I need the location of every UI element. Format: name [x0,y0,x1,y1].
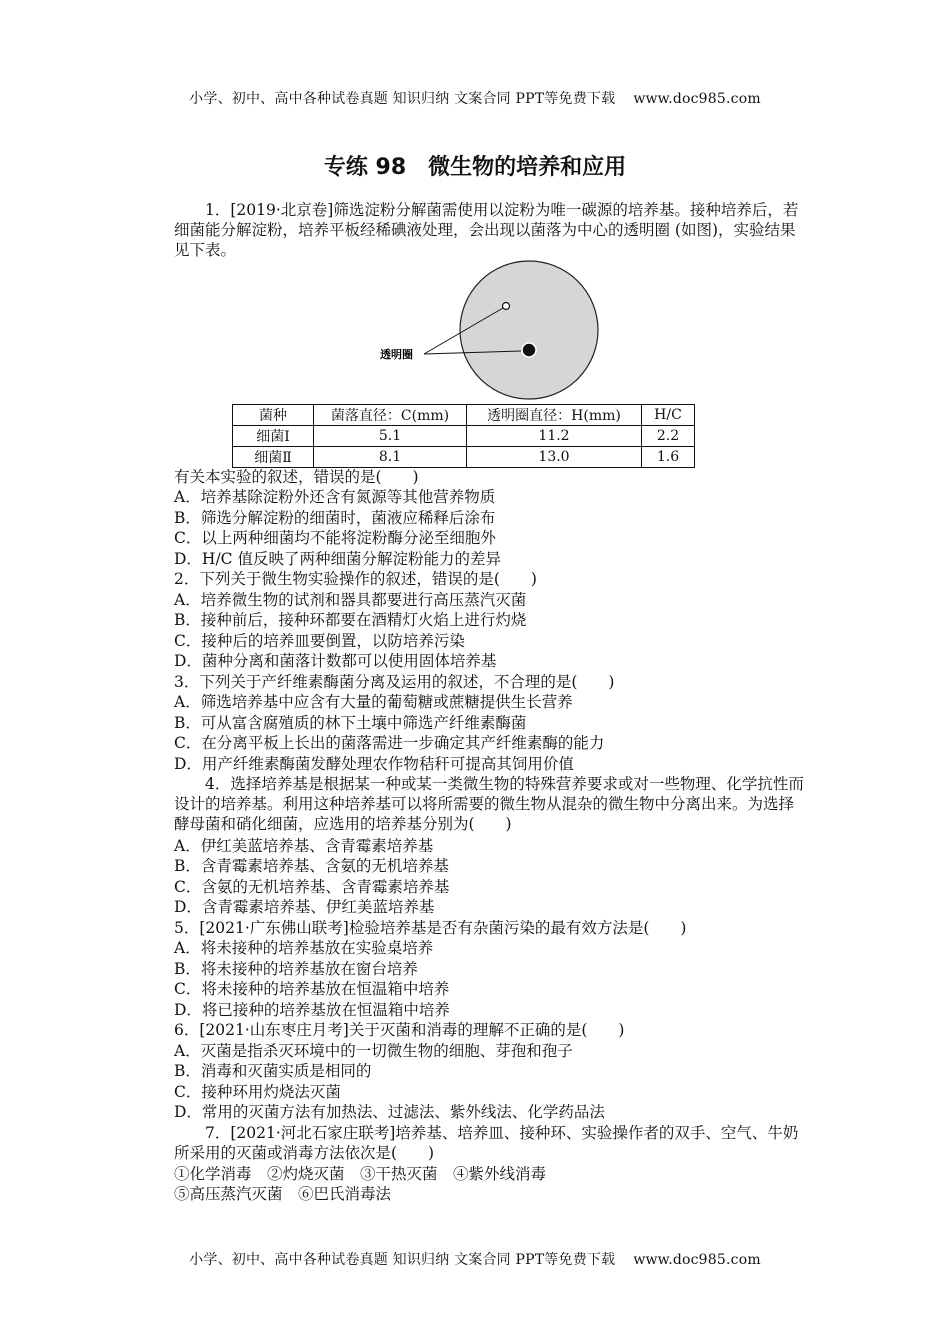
header-site[interactable]: www.doc985.com [633,91,761,107]
q5-option-d: D．将已接种的培养基放在恒温箱中培养 [174,1001,450,1019]
q1-option-b: B．筛选分解淀粉的细菌时，菌液应稀释后涂布 [174,509,496,527]
small-colony [503,303,510,310]
q1-question: 有关本实验的叙述，错误的是( ) [174,468,419,486]
q1-option-c: C．以上两种细菌均不能将淀粉酶分泌至细胞外 [174,529,496,547]
q2-option-d: D．菌种分离和菌落计数都可以使用固体培养基 [174,652,497,670]
q2-option-b: B．接种前后，接种环都要在酒精灯火焰上进行灼烧 [174,611,527,629]
q2-stem: 2．下列关于微生物实验操作的叙述，错误的是( ) [174,570,537,588]
q2-option-c: C．接种后的培养皿要倒置，以防培养污染 [174,632,465,650]
q3-option-b: B．可从富含腐殖质的林下土壤中筛选产纤维素酶菌 [174,714,527,732]
q5-option-a: A．将未接种的培养基放在实验桌培养 [174,939,434,957]
table-row [233,447,695,468]
table-cell: 13.0 [467,447,642,468]
table-cell: 细菌Ⅰ [233,426,314,447]
header-text: 小学、初中、高中各种试卷真题 知识归纳 文案合同 PPT等免费下载 [189,91,616,107]
table-cell: 1.6 [642,447,695,468]
q5-option-b: B．将未接种的培养基放在窗台培养 [174,960,418,978]
q3-option-d: D．用产纤维素酶菌发酵处理农作物秸秆可提高其饲用价值 [174,755,574,773]
q1-stem: 1．[2019·北京卷]筛选淀粉分解菌需使用以淀粉为唯一碳源的培养基。接种培养后，若细菌能分解淀粉，培养平板经稀碘液处理，会出现以菌落为中心的透明圈 (如图)，实验结果见下表。 [174,201,799,259]
page-header [0,88,950,108]
q7-stem: 7．[2021·河北石家庄联考]培养基、培养皿、接种环、实验操作者的双手、空气、牛奶所采用的灭菌或消毒方法依次是( ) [174,1124,799,1162]
q4-stem: 4．选择培养基是根据某一种或某一类微生物的特殊营养要求或对一些物理、化学抗性而设计的培养基。利用这种培养基可以将所需要的微生物从混杂的微生物中分离出来。为选择酵母菌和硝化细菌，应选用的培养基分别为( ) [174,775,804,833]
q4-option-a: A．伊红美蓝培养基、含青霉素培养基 [174,837,434,855]
large-colony [522,343,536,357]
q2-option-a: A．培养微生物的试剂和器具都要进行高压蒸汽灭菌 [174,591,527,609]
q5-option-c: C．将未接种的培养基放在恒温箱中培养 [174,980,450,998]
page-title: 专练 98 微生物的培养和应用 [323,155,627,180]
petri-dish-figure [378,260,604,400]
table-row [233,426,695,447]
dish-circle [460,261,598,399]
q3-option-c: C．在分离平板上长出的菌落需进一步确定其产纤维素酶的能力 [174,734,605,752]
q5-stem: 5．[2021·广东佛山联考]检验培养基是否有杂菌污染的最有效方法是( ) [174,919,687,937]
table-cell: 5.1 [314,426,467,447]
q6-option-a: A．灭菌是指杀灭环境中的一切微生物的细胞、芽孢和孢子 [174,1042,573,1060]
table-header: 透明圈直径：H(mm) [467,405,642,426]
footer-site[interactable]: www.doc985.com [633,1252,761,1268]
q6-option-b: B．消毒和灭菌实质是相同的 [174,1062,372,1080]
table-cell: 8.1 [314,447,467,468]
footer-text: 小学、初中、高中各种试卷真题 知识归纳 文案合同 PPT等免费下载 [189,1252,616,1268]
results-table [232,404,695,468]
table-cell: 细菌Ⅱ [233,447,314,468]
q4-option-b: B．含青霉素培养基、含氨的无机培养基 [174,857,449,875]
q4-option-d: D．含青霉素培养基、伊红美蓝培养基 [174,898,435,916]
q6-stem: 6．[2021·山东枣庄月考]关于灭菌和消毒的理解不正确的是( ) [174,1021,625,1039]
q3-stem: 3．下列关于产纤维素酶菌分离及运用的叙述，不合理的是( ) [174,673,615,691]
q6-option-c: C．接种环用灼烧法灭菌 [174,1083,341,1101]
table-cell: 11.2 [467,426,642,447]
q4-option-c: C．含氨的无机培养基、含青霉素培养基 [174,878,450,896]
q1-option-a: A．培养基除淀粉外还含有氮源等其他营养物质 [174,488,496,506]
q7-choices-line-1: ①化学消毒 ②灼烧灭菌 ③干热灭菌 ④紫外线消毒 [174,1165,547,1183]
page-footer [0,1249,950,1269]
table-header: 菌落直径：C(mm) [314,405,467,426]
q3-option-a: A．筛选培养基中应含有大量的葡萄糖或蔗糖提供生长营养 [174,693,573,711]
q1-option-d: D．H/C 值反映了两种细菌分解淀粉能力的差异 [174,550,501,568]
q7-choices-line-2: ⑤高压蒸汽灭菌 ⑥巴氏消毒法 [174,1185,392,1203]
figure-label: 透明圈 [380,348,413,361]
table-header: H/C [642,405,695,426]
table-cell: 2.2 [642,426,695,447]
table-header-row [233,405,695,426]
table-header: 菌种 [233,405,314,426]
q6-option-d: D．常用的灭菌方法有加热法、过滤法、紫外线法、化学药品法 [174,1103,605,1121]
